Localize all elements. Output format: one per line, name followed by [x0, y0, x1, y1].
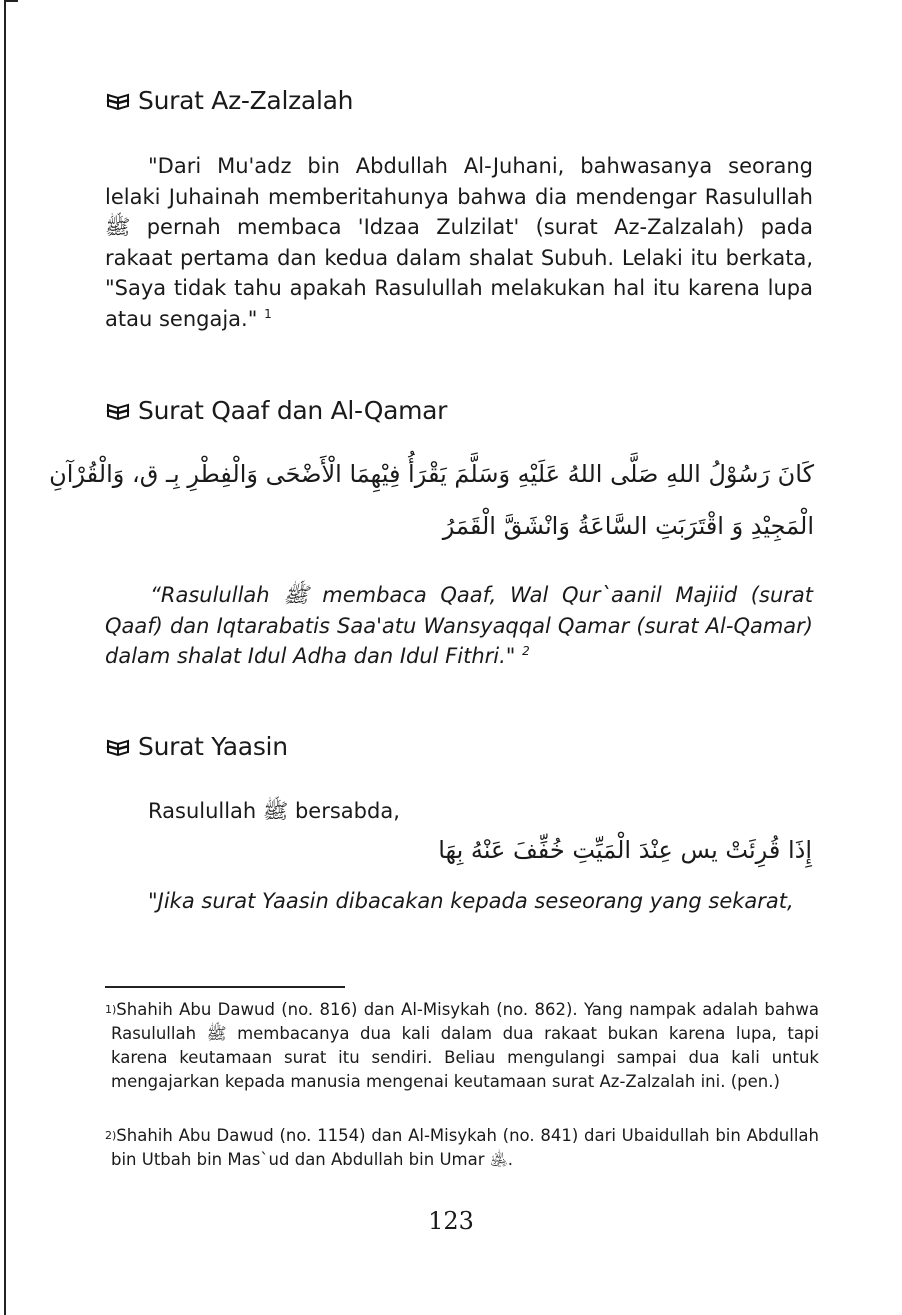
footnote-number: 2) [105, 1129, 117, 1142]
section-heading-yaasin [106, 732, 288, 761]
book-icon [106, 737, 130, 757]
page-edge-tick [4, 0, 18, 2]
section-heading-qaaf-al-qamar [106, 396, 447, 425]
intro-text: Rasulullah ﷺ bersabda, [148, 799, 400, 823]
footnote-text: Shahih Abu Dawud (no. 1154) dan Al-Misykah (no. 841) dari Ubaidullah bin Abdullah bin Utbah bin Mas`ud dan Abdullah bin Umar ﵁. [111, 1126, 819, 1169]
arabic-hadith-line-1: كَانَ رَسُوْلُ اللهِ صَلَّى اللهُ عَلَيْهِ وَسَلَّمَ يَقْرَأُ فِيْهِمَا الْأَضْحَى وَالْفِطْرِ بِـ ق، وَالْقُرْآنِ [49, 460, 814, 488]
footnote-ref: 2 [522, 644, 530, 658]
translation-yaasin: "Jika surat Yaasin dibacakan kepada seseorang yang sekarat, [148, 889, 794, 913]
translation-qaaf-al-qamar [105, 580, 813, 672]
footnote-text: Shahih Abu Dawud (no. 816) dan Al-Misykah (no. 862). Yang nampak adalah bahwa Rasulullah ﷺ membacanya dua kali dalam dua rakaat bukan karena lupa, tapi karena keutamaan surat itu sendiri. Beliau mengulangi sampai dua kali untuk mengajarkan kepada manusia mengenai keutamaan surat Az-Zalzalah ini. (pen.) [111, 1000, 819, 1091]
arabic-hadith-line-2: الْمَجِيْدِ وَ اقْتَرَبَتِ السَّاعَةُ وَانْشَقَّ الْقَمَرُ [442, 512, 814, 540]
hadith-paragraph-az-zalzalah [105, 151, 813, 334]
book-icon [106, 401, 130, 421]
footnote-2 [105, 1124, 819, 1172]
footnote-number: 1) [105, 1003, 117, 1016]
footnote-ref: 1 [264, 306, 272, 321]
section-heading-az-zalzalah [106, 86, 353, 115]
translation-text: “Rasulullah ﷺ membaca Qaaf, Wal Qur`aanil Majiid (surat Qaaf) dan Iqtarabatis Saa'atu Wansyaqqal Qamar (surat Al-Qamar) dalam shalat Idul Adha dan Idul Fithri." [105, 583, 813, 668]
page-number: 123 [428, 1207, 474, 1235]
section-heading-text: Surat Qaaf dan Al-Qamar [138, 396, 448, 425]
book-icon [106, 91, 130, 111]
page-edge-line [4, 0, 6, 1315]
hadith-text: "Dari Mu'adz bin Abdullah Al-Juhani, bahwasanya seorang lelaki Juhainah memberitahunya bahwa dia mendengar Rasulullah ﷺ pernah membaca 'Idzaa Zulzilat' (surat Az-Zalzalah) pada rakaat pertama dan kedua dalam shalat Subuh. Lelaki itu berkata, "Saya tidak tahu apakah Rasulullah melakukan hal itu karena lupa atau sengaja." [105, 154, 813, 331]
section-heading-text: Surat Az-Zalzalah [138, 86, 354, 115]
arabic-hadith-yaasin: إِذَا قُرِئَتْ يس عِنْدَ الْمَيِّتِ خُفِّفَ عَنْهُ بِهَا [438, 836, 812, 864]
footnote-1 [105, 998, 819, 1094]
footnote-divider [105, 986, 345, 988]
section-heading-text: Surat Yaasin [138, 732, 288, 761]
